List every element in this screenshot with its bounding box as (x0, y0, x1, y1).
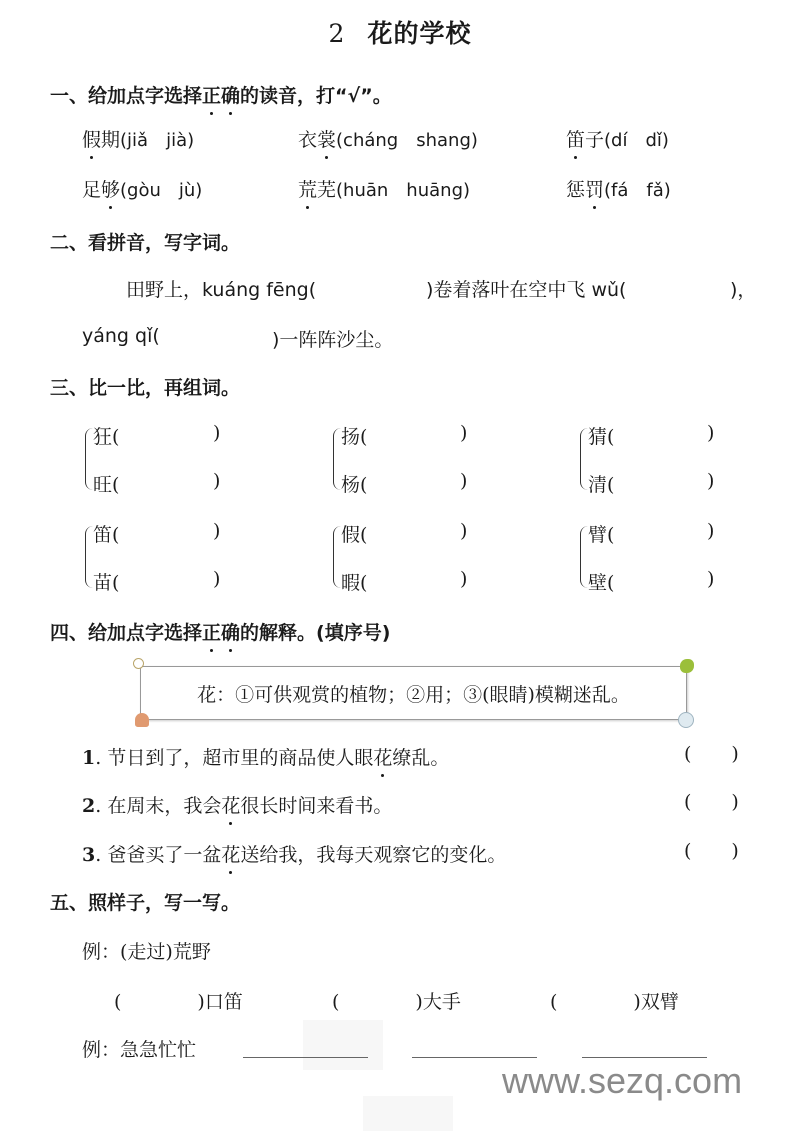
compare-word-top[interactable]: 扬( (341, 426, 368, 448)
compare-word-top[interactable]: 臂( (588, 524, 615, 546)
flower-icon (133, 658, 144, 669)
watermark: www.sezq.com (502, 1060, 743, 1101)
compare-word-top[interactable]: 假( (341, 524, 368, 546)
pinyin-blank-yangqi: yáng qǐ( (82, 325, 160, 347)
fill-blank-shuangbi[interactable]: ( )双臂 (550, 991, 679, 1013)
paren-close: ) (460, 422, 468, 444)
pinyin-choice-item[interactable]: 荒芜(huān huāng) (298, 175, 470, 202)
write-line-1[interactable] (243, 1057, 368, 1058)
paren-close: ) (460, 568, 468, 590)
section2-heading: 二、看拼音，写字词。 (50, 232, 241, 254)
page-title: 2 花的学校 (328, 19, 472, 48)
answer-blank-2[interactable]: ( ) (684, 791, 739, 813)
line2-end: )一阵阵沙尘。 (272, 329, 394, 351)
fill-blank-koudi[interactable]: ( )口笛 (114, 991, 243, 1013)
example-2: 例：急急忙忙 (82, 1039, 197, 1061)
section4-heading: 四、给加点字选择正确的解释。(填序号) (50, 618, 390, 645)
paren-close: ) (213, 470, 221, 492)
compare-word-bottom[interactable]: 清( (588, 474, 615, 496)
scan-artifact (303, 1020, 383, 1070)
fill-blank-dashou[interactable]: ( )大手 (332, 991, 461, 1013)
compare-word-bottom[interactable]: 壁( (588, 572, 615, 594)
pinyin-choice-item[interactable]: 惩罚(fá fǎ) (566, 175, 671, 202)
paren-close: ) (707, 470, 715, 492)
scan-artifact (363, 1096, 453, 1131)
compare-word-bottom[interactable]: 苗( (93, 572, 120, 594)
section1-heading: 一、给加点字选择正确的读音，打“√”。 (50, 81, 392, 108)
write-line-2[interactable] (412, 1057, 537, 1058)
question-1: 1. 节日到了，超市里的商品使人眼花缭乱。 (82, 743, 449, 770)
section5-heading: 五、照样子，写一写。 (50, 892, 241, 914)
leaf-green-icon (680, 659, 694, 673)
answer-blank-1[interactable]: ( ) (684, 743, 739, 765)
pinyin-choice-item[interactable]: 假期(jiǎ jià) (82, 125, 194, 152)
leaf-icon (135, 713, 149, 727)
paren-close: ) (460, 470, 468, 492)
pinyin-blank-wu: )卷着落叶在空中飞 wǔ( (426, 279, 627, 301)
compare-word-top[interactable]: 猜( (588, 426, 615, 448)
paren-close: ) (707, 568, 715, 590)
pinyin-choice-item[interactable]: 足够(gòu jù) (82, 175, 202, 202)
compare-word-bottom[interactable]: 杨( (341, 474, 368, 496)
pinyin-choice-item[interactable]: 笛子(dí dǐ) (566, 125, 669, 152)
flower-blue-icon (678, 712, 694, 728)
paren-close: ) (213, 520, 221, 542)
paren-close: ) (460, 520, 468, 542)
write-line-3[interactable] (582, 1057, 707, 1058)
definition-text: 花：①可供观赏的植物；②用；③(眼睛)模糊迷乱。 (197, 684, 630, 706)
paren-close: ) (707, 520, 715, 542)
paren-close: ) (707, 422, 715, 444)
section3-heading: 三、比一比，再组词。 (50, 377, 241, 399)
pinyin-blank-kuangfeng: 田野上，kuáng fēng( (126, 279, 317, 301)
paren-close: ) (213, 422, 221, 444)
question-2: 2. 在周末，我会花很长时间来看书。 (82, 791, 392, 818)
example-1: 例：(走过)荒野 (82, 941, 211, 963)
answer-blank-3[interactable]: ( ) (684, 840, 739, 862)
pinyin-choice-item[interactable]: 衣裳(cháng shang) (298, 125, 478, 152)
compare-word-top[interactable]: 笛( (93, 524, 120, 546)
compare-word-bottom[interactable]: 暇( (341, 572, 368, 594)
definition-box (140, 666, 687, 720)
question-3: 3. 爸爸买了一盆花送给我，我每天观察它的变化。 (82, 840, 506, 867)
line1-end: )， (730, 279, 757, 301)
compare-word-top[interactable]: 狂( (93, 426, 120, 448)
paren-close: ) (213, 568, 221, 590)
compare-word-bottom[interactable]: 旺( (93, 474, 120, 496)
